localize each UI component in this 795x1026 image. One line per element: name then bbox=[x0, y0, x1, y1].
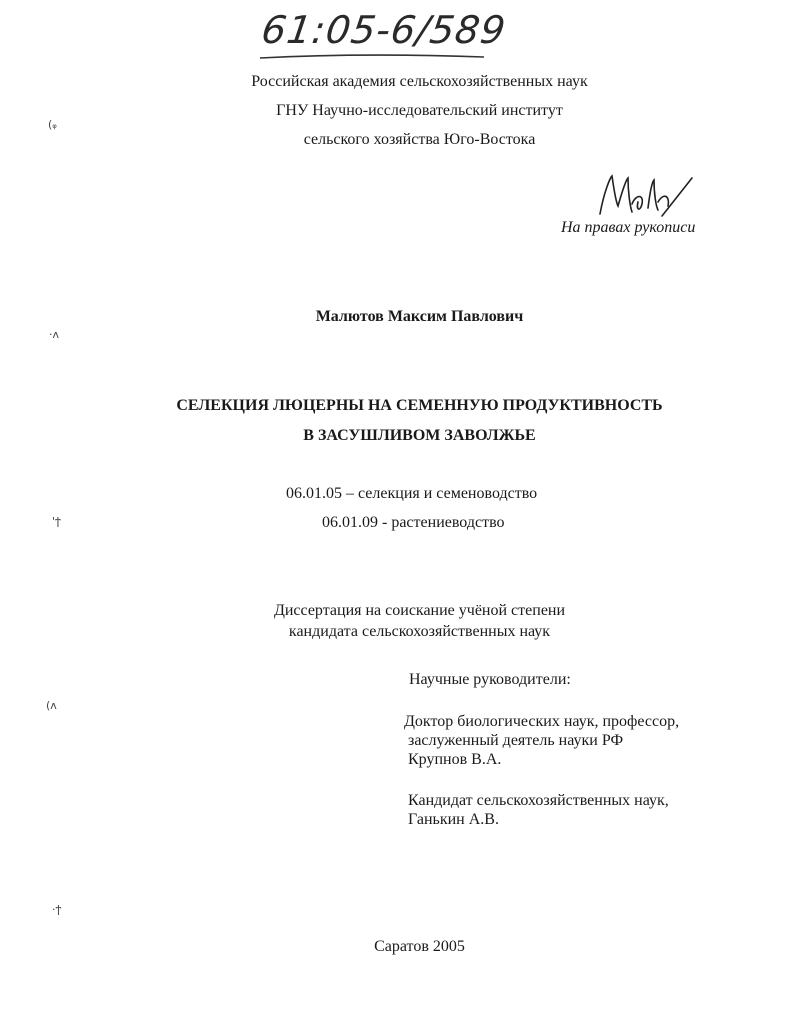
margin-mark-4: (ʌ bbox=[46, 699, 57, 712]
city-year: Саратов 2005 bbox=[374, 938, 465, 955]
supervisor1-degree: Доктор биологических наук, профессор, bbox=[404, 713, 680, 730]
margin-mark-2: ·ʌ bbox=[49, 328, 60, 341]
supervisors-heading: Научные руководители: bbox=[409, 671, 571, 688]
handwritten-underline bbox=[258, 52, 488, 62]
supervisor1-name: Крупнов В.А. bbox=[408, 751, 502, 768]
header-academy: Российская академия сельскохозяйственных наук bbox=[251, 73, 588, 90]
specialty-code-2: 06.01.09 - растениеводство bbox=[322, 514, 505, 531]
author-name: Малютов Максим Павлович bbox=[315, 308, 524, 325]
degree-line1: Диссертация на соискание учёной степени bbox=[273, 602, 566, 619]
supervisor2-name: Ганькин А.В. bbox=[408, 811, 499, 828]
manuscript-note: На правах рукописи bbox=[561, 219, 696, 236]
signature bbox=[592, 172, 702, 224]
margin-mark-5: ·ϯ bbox=[52, 903, 62, 916]
header-institute: ГНУ Научно-исследовательский институт bbox=[276, 102, 563, 119]
supervisor2-degree: Кандидат сельскохозяйственных наук, bbox=[408, 792, 669, 809]
dissertation-title-line2: В ЗАСУШЛИВОМ ЗАВОЛЖЬЕ bbox=[303, 427, 536, 444]
specialty-code-1: 06.01.05 – селекция и семеноводство bbox=[286, 485, 538, 502]
supervisor1-title: заслуженный деятель науки РФ bbox=[408, 732, 624, 749]
dissertation-title-line1: СЕЛЕКЦИЯ ЛЮЦЕРНЫ НА СЕМЕННУЮ ПРОДУКТИВНОСТЬ bbox=[176, 397, 663, 414]
margin-mark-3: 'ϯ bbox=[52, 515, 61, 528]
header-institute-region: сельского хозяйства Юго-Востока bbox=[303, 131, 536, 148]
handwritten-catalog-code: 61:05-6/589 bbox=[258, 8, 509, 52]
margin-mark-1: (ᵩ bbox=[48, 118, 57, 131]
degree-line2: кандидата сельскохозяйственных наук bbox=[288, 623, 551, 640]
